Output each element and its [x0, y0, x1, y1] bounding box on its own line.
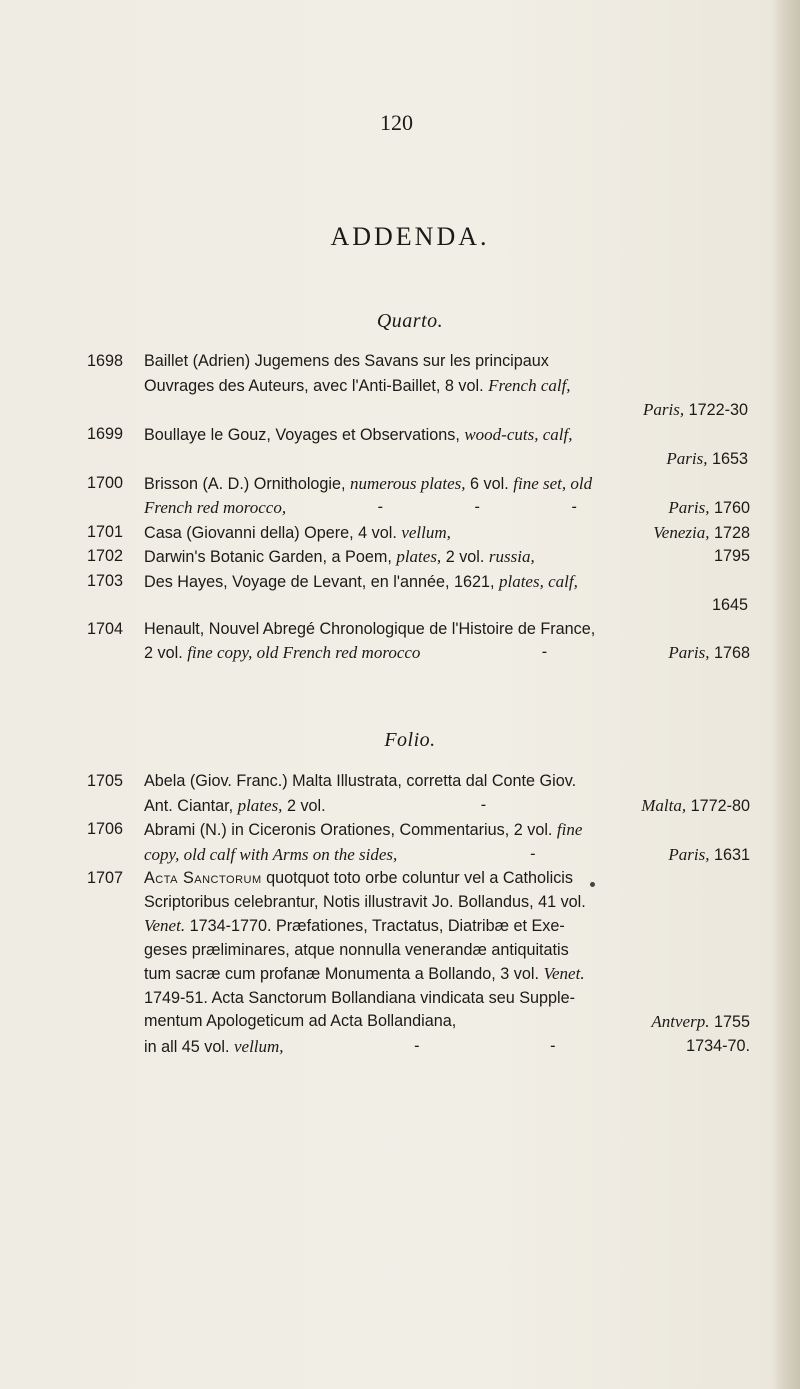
list-item: [87, 423, 750, 472]
entry-text: tum sacræ cum profanæ Monumenta a Bollando, 3 vol. Venet.: [144, 964, 585, 983]
list-item: [87, 350, 750, 423]
entry-number: 1704: [87, 619, 124, 638]
entry-text: Boullaye le Gouz, Voyages et Observations, wood-cuts, calf,: [144, 424, 573, 444]
entry-imprint: 2 vol. fine copy, old French red morocco - Paris, 1768: [144, 643, 750, 662]
quarto-heading: Quarto.: [376, 310, 444, 332]
folio-heading: Folio.: [384, 729, 436, 751]
entry-number: 1698: [87, 352, 124, 370]
list-item: [87, 570, 750, 618]
entry-text: Casa (Giovanni della) Opere, 4 vol. vellum, Venezia, 1728: [144, 522, 750, 542]
entry-number: 1699: [87, 424, 124, 443]
entry-text: geses præliminares, atque nonnulla venerandæ antiquitatis: [144, 940, 569, 959]
entry-text: Henault, Nouvel Abregé Chronologique de l'Histoire de France,: [144, 619, 596, 638]
entry-number: 1706: [87, 820, 124, 838]
entry-number: 1702: [87, 547, 124, 565]
entry-imprint: in all 45 vol. vellum, - - 1734-70.: [144, 1036, 750, 1056]
entry-imprint: Ant. Ciantar, plates, 2 vol. - Malta, 1772-80: [144, 795, 750, 815]
quarto-entries: [87, 350, 750, 666]
entry-number: 1705: [87, 772, 124, 790]
entry-text: Des Hayes, Voyage de Levant, en l'année, 1621, plates, calf,: [144, 571, 578, 591]
list-item: [87, 818, 750, 867]
entry-text: Baillet (Adrien) Jugemens des Savans sur les principaux: [144, 352, 549, 370]
list-item: [87, 618, 750, 666]
entry-text: 1749-51. Acta Sanctorum Bollandiana vindicata seu Supple-: [144, 988, 576, 1007]
entry-number: 1703: [87, 571, 124, 590]
entry-number: 1701: [87, 522, 124, 541]
page-edge-shadow: [774, 0, 800, 1389]
list-item: [87, 867, 750, 1059]
entry-text: Ouvrages des Auteurs, avec l'Anti-Baillet, 8 vol. French calf,: [144, 375, 571, 395]
entry-number: 1700: [87, 473, 124, 492]
section-title: ADDENDA.: [330, 222, 490, 251]
entry-text: Abela (Giov. Franc.) Malta Illustrata, corretta dal Conte Giov.: [144, 772, 577, 790]
list-item: [87, 770, 750, 818]
list-item: [87, 521, 750, 546]
entry-number: 1707: [87, 869, 124, 887]
entry-imprint: Paris, 1653: [666, 449, 748, 468]
entry-text: Scriptoribus celebrantur, Notis illustravit Jo. Bollandus, 41 vol.: [144, 892, 586, 911]
entry-imprint: French red morocco, - - - Paris, 1760: [144, 498, 750, 517]
entry-imprint: copy, old calf with Arms on the sides, - Paris, 1631: [144, 844, 750, 864]
entry-text: Brisson (A. D.) Ornithologie, numerous plates, 6 vol. fine set, old: [144, 473, 593, 493]
ink-speck: [590, 882, 595, 887]
entry-imprint: 1645: [711, 596, 748, 614]
entry-text: Darwin's Botanic Garden, a Poem, plates, 2 vol. russia, 1795: [144, 547, 750, 566]
entry-imprint: Paris, 1722-30: [642, 400, 748, 419]
list-item: [87, 472, 750, 521]
entry-text: mentum Apologeticum ad Acta Bollandiana, Antverp. 1755: [144, 1012, 750, 1031]
list-item: [87, 545, 750, 570]
entry-text: Venet. 1734-1770. Præfationes, Tractatus, Diatribæ et Exe-: [144, 916, 565, 935]
entry-text: Abrami (N.) in Ciceronis Orationes, Commentarius, 2 vol. fine: [144, 820, 583, 839]
entry-text: Acta Sanctorum quotquot toto orbe coluntur vel a Catholicis: [144, 869, 573, 887]
folio-entries: [87, 770, 750, 1059]
page-number: 120: [380, 110, 413, 135]
